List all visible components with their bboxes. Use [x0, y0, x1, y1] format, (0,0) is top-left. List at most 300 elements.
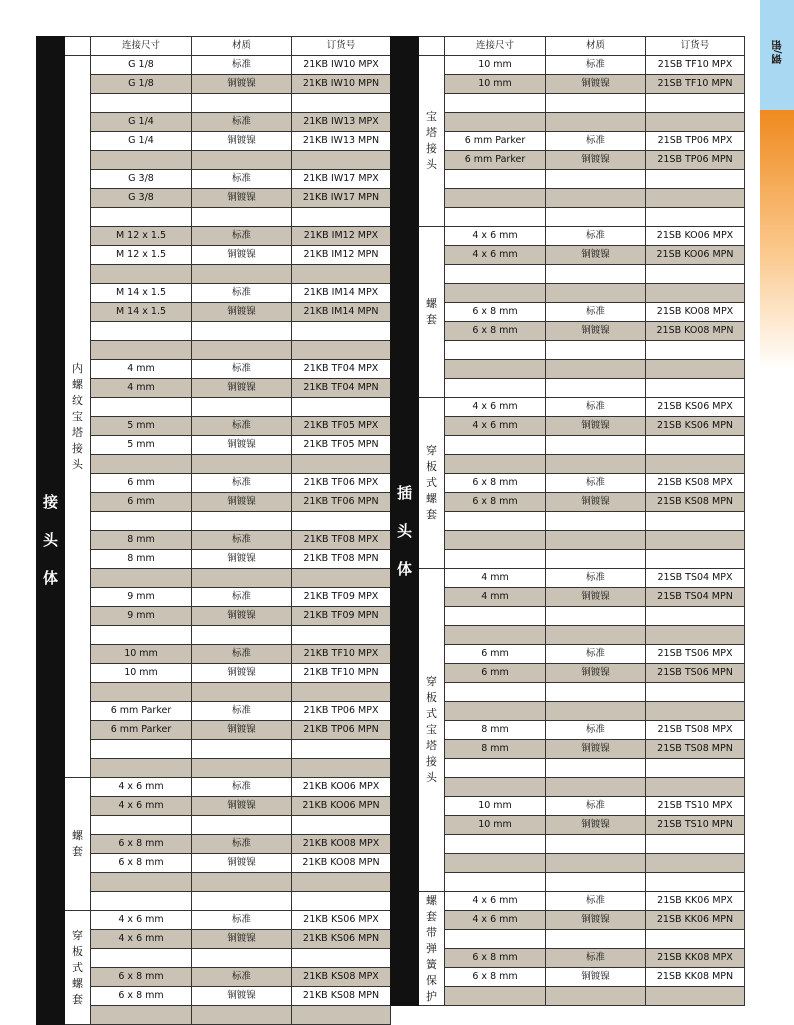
material-cell [192, 455, 292, 474]
size-cell [91, 892, 192, 911]
size-cell: 6 mm [91, 474, 192, 493]
table-row [391, 569, 745, 588]
material-cell: 标准 [192, 227, 292, 246]
table-row [391, 740, 745, 759]
table-row [391, 284, 745, 303]
material-cell [546, 113, 646, 132]
size-cell: 4 mm [91, 379, 192, 398]
material-cell: 铜镀镍 [192, 550, 292, 569]
vertical-char: 塔 [426, 739, 437, 752]
order-number-cell: 21KB IM12 MPN [292, 246, 391, 265]
material-cell [192, 1006, 292, 1025]
material-cell: 标准 [546, 56, 646, 75]
material-cell: 标准 [192, 645, 292, 664]
order-number-cell: 21KB KO08 MPN [292, 854, 391, 873]
order-number-cell [646, 854, 745, 873]
material-cell [546, 189, 646, 208]
material-cell: 标准 [546, 721, 646, 740]
table-row [37, 759, 391, 778]
vertical-char: 宝 [426, 110, 437, 123]
order-number-cell [646, 531, 745, 550]
order-number-cell: 21KB KO06 MPX [292, 778, 391, 797]
order-number-cell: 21SB KO08 MPX [646, 303, 745, 322]
material-cell: 标准 [192, 531, 292, 550]
table-row [37, 797, 391, 816]
size-cell: 10 mm [91, 664, 192, 683]
table-row [391, 626, 745, 645]
material-cell [192, 208, 292, 227]
table-row [391, 892, 745, 911]
size-cell [445, 170, 546, 189]
size-cell: 8 mm [91, 531, 192, 550]
table-row [37, 170, 391, 189]
size-cell: G 1/8 [91, 56, 192, 75]
size-cell [91, 455, 192, 474]
vertical-char: 头 [42, 531, 58, 549]
size-cell: 4 mm [91, 360, 192, 379]
vertical-char: 式 [72, 960, 83, 974]
order-number-cell [646, 607, 745, 626]
order-number-cell: 21KB TF05 MPN [292, 436, 391, 455]
material-cell: 铜镀镍 [192, 189, 292, 208]
order-number-cell: 21KB TF06 MPX [292, 474, 391, 493]
table-row [391, 797, 745, 816]
material-cell [546, 531, 646, 550]
order-number-cell [292, 1006, 391, 1025]
material-cell: 标准 [546, 797, 646, 816]
order-number-cell: 21SB TF10 MPX [646, 56, 745, 75]
table-row [391, 911, 745, 930]
vertical-char: 板 [426, 460, 437, 473]
size-cell: 10 mm [445, 56, 546, 75]
right-table [390, 36, 745, 1006]
size-cell: 6 x 8 mm [91, 835, 192, 854]
vertical-char: 头 [426, 771, 437, 784]
table-row [391, 75, 745, 94]
table-row [37, 379, 391, 398]
order-number-cell [292, 322, 391, 341]
size-cell: 8 mm [91, 550, 192, 569]
order-number-cell [646, 94, 745, 113]
order-number-cell [292, 949, 391, 968]
size-cell: 6 x 8 mm [445, 949, 546, 968]
table-row [391, 94, 745, 113]
material-cell: 标准 [192, 968, 292, 987]
size-cell [91, 740, 192, 759]
table-row [391, 151, 745, 170]
order-number-cell: 21KB KS08 MPX [292, 968, 391, 987]
size-cell [445, 284, 546, 303]
size-cell [445, 759, 546, 778]
material-cell [546, 436, 646, 455]
order-number-cell: 21KB IW13 MPX [292, 113, 391, 132]
material-cell [546, 759, 646, 778]
size-cell: 6 mm [91, 493, 192, 512]
table-row [391, 968, 745, 987]
table-row [391, 987, 745, 1006]
material-cell: 标准 [546, 892, 646, 911]
size-cell: 10 mm [445, 797, 546, 816]
column-header-order: 订货号 [292, 37, 391, 56]
vertical-char: 体 [396, 559, 412, 578]
section-block-label [391, 56, 419, 1006]
column-header-material: 材质 [192, 37, 292, 56]
table-row [37, 968, 391, 987]
vertical-char: 套 [72, 992, 83, 1006]
table-row [37, 493, 391, 512]
table-row [391, 873, 745, 892]
size-cell [91, 949, 192, 968]
order-number-cell [292, 455, 391, 474]
vertical-char: 宝 [426, 723, 437, 736]
size-cell: 6 mm [445, 664, 546, 683]
material-cell: 标准 [546, 645, 646, 664]
material-cell [546, 341, 646, 360]
order-number-cell: 21SB KK08 MPX [646, 949, 745, 968]
size-cell: 9 mm [91, 588, 192, 607]
size-cell [445, 873, 546, 892]
material-cell: 标准 [546, 569, 646, 588]
vertical-char: 头 [426, 158, 437, 171]
material-cell [192, 892, 292, 911]
table-row [391, 816, 745, 835]
material-cell [192, 94, 292, 113]
size-cell: 4 mm [445, 569, 546, 588]
material-cell: 标准 [192, 170, 292, 189]
vertical-char: 套 [426, 909, 437, 923]
material-cell: 标准 [192, 835, 292, 854]
material-cell: 铜镀镍 [546, 322, 646, 341]
table-row [391, 208, 745, 227]
material-cell [546, 94, 646, 113]
order-number-cell: 21KB TF09 MPN [292, 607, 391, 626]
material-cell: 铜镀镍 [192, 987, 292, 1006]
group-label [419, 569, 445, 892]
vertical-char: 头 [396, 521, 412, 540]
vertical-char: 螺 [426, 297, 437, 310]
order-number-cell: 21SB TS10 MPX [646, 797, 745, 816]
size-cell [91, 626, 192, 645]
order-number-cell: 21KB IM14 MPN [292, 303, 391, 322]
vertical-char: 宝 [72, 409, 83, 423]
order-number-cell: 21KB TF05 MPX [292, 417, 391, 436]
material-cell: 标准 [192, 702, 292, 721]
group-label [65, 778, 91, 911]
size-cell [445, 702, 546, 721]
vertical-char: 板 [72, 944, 83, 958]
vertical-char: 弹 [426, 941, 437, 955]
table-row [37, 911, 391, 930]
order-number-cell: 21KB IW17 MPX [292, 170, 391, 189]
vertical-char: 接 [426, 755, 437, 768]
material-cell [546, 930, 646, 949]
material-cell: 铜镀镍 [192, 132, 292, 151]
order-number-cell: 21SB KS06 MPX [646, 398, 745, 417]
material-cell: 标准 [192, 417, 292, 436]
size-cell: 6 mm Parker [445, 151, 546, 170]
order-number-cell: 21KB TF08 MPX [292, 531, 391, 550]
table-row [391, 664, 745, 683]
size-cell [445, 436, 546, 455]
vertical-char: 插 [396, 483, 412, 502]
order-number-cell [292, 816, 391, 835]
material-cell [546, 284, 646, 303]
vertical-char: 内 [72, 361, 83, 375]
material-cell: 铜镀镍 [192, 436, 292, 455]
size-cell: 6 x 8 mm [445, 322, 546, 341]
order-number-cell: 21SB KK08 MPN [646, 968, 745, 987]
order-number-cell: 21KB TP06 MPN [292, 721, 391, 740]
size-cell: 4 x 6 mm [445, 227, 546, 246]
table-row [37, 740, 391, 759]
order-number-cell: 21SB TS10 MPN [646, 816, 745, 835]
order-number-cell [646, 930, 745, 949]
size-cell [445, 341, 546, 360]
size-cell: 9 mm [91, 607, 192, 626]
order-number-cell: 21KB TF04 MPN [292, 379, 391, 398]
order-number-cell [646, 512, 745, 531]
vertical-char: 螺 [72, 377, 83, 391]
group-label [65, 911, 91, 1025]
table-row [37, 816, 391, 835]
size-cell: 4 x 6 mm [445, 892, 546, 911]
table-row [391, 265, 745, 284]
material-cell [546, 987, 646, 1006]
size-cell: 6 x 8 mm [445, 303, 546, 322]
size-cell: 5 mm [91, 436, 192, 455]
order-number-cell: 21KB TF04 MPX [292, 360, 391, 379]
material-cell: 标准 [192, 360, 292, 379]
header-group-cell [419, 37, 445, 56]
size-cell: M 14 x 1.5 [91, 284, 192, 303]
material-cell [546, 379, 646, 398]
order-number-cell [646, 360, 745, 379]
size-cell [445, 854, 546, 873]
left-table [36, 36, 391, 1025]
size-cell: 6 x 8 mm [445, 493, 546, 512]
size-cell [445, 512, 546, 531]
order-number-cell [646, 379, 745, 398]
table-row [37, 151, 391, 170]
table-row [391, 949, 745, 968]
order-number-cell [292, 151, 391, 170]
header-block-cell [37, 37, 65, 56]
order-number-cell [292, 626, 391, 645]
size-cell [91, 265, 192, 284]
material-cell [546, 360, 646, 379]
table-row [391, 189, 745, 208]
size-cell: M 14 x 1.5 [91, 303, 192, 322]
order-number-cell [646, 189, 745, 208]
size-cell: 4 x 6 mm [445, 398, 546, 417]
vertical-char: 式 [426, 476, 437, 489]
order-number-cell: 21SB KO06 MPX [646, 227, 745, 246]
size-cell: 6 mm Parker [91, 721, 192, 740]
order-number-cell: 21SB KS06 MPN [646, 417, 745, 436]
table-row [391, 455, 745, 474]
material-cell: 铜镀镍 [192, 303, 292, 322]
order-number-cell [646, 113, 745, 132]
size-cell: 4 x 6 mm [445, 911, 546, 930]
vertical-char: 板 [426, 691, 437, 704]
group-label [65, 56, 91, 778]
material-cell: 铜镀镍 [192, 721, 292, 740]
order-number-cell [646, 987, 745, 1006]
order-number-cell [646, 170, 745, 189]
vertical-char: 纹 [72, 393, 83, 407]
material-cell: 铜镀镍 [192, 930, 292, 949]
vertical-char: 塔 [426, 126, 437, 139]
header-row [391, 37, 745, 56]
size-cell [445, 455, 546, 474]
material-cell: 标准 [546, 303, 646, 322]
order-number-cell [646, 759, 745, 778]
order-number-cell: 21SB TP06 MPX [646, 132, 745, 151]
size-cell [91, 759, 192, 778]
table-row [391, 854, 745, 873]
size-cell: G 3/8 [91, 189, 192, 208]
table-row [391, 360, 745, 379]
order-number-cell [292, 683, 391, 702]
size-cell [91, 873, 192, 892]
vertical-char: 螺 [426, 492, 437, 505]
vertical-char: 穿 [426, 444, 437, 457]
order-number-cell: 21SB KK06 MPN [646, 911, 745, 930]
table-row [37, 664, 391, 683]
size-cell: 4 x 6 mm [445, 246, 546, 265]
order-number-cell [646, 341, 745, 360]
group-label [419, 398, 445, 569]
table-row [37, 702, 391, 721]
table-row [37, 873, 391, 892]
column-header-material: 材质 [546, 37, 646, 56]
material-cell [546, 512, 646, 531]
material-cell [192, 512, 292, 531]
table-row [391, 930, 745, 949]
table-row [391, 246, 745, 265]
order-number-cell [292, 873, 391, 892]
vertical-char: 螺 [72, 829, 83, 842]
size-cell [445, 265, 546, 284]
table-row [391, 721, 745, 740]
order-number-cell [292, 208, 391, 227]
table-row [37, 75, 391, 94]
material-cell: 标准 [546, 398, 646, 417]
order-number-cell: 21KB IM12 MPX [292, 227, 391, 246]
vertical-char: 塔 [72, 425, 83, 439]
order-number-cell [646, 265, 745, 284]
table-row [391, 493, 745, 512]
order-number-cell: 21KB KS08 MPN [292, 987, 391, 1006]
material-cell: 铜镀镍 [546, 664, 646, 683]
group-label [419, 227, 445, 398]
material-cell [192, 398, 292, 417]
material-cell [192, 873, 292, 892]
size-cell [445, 607, 546, 626]
table-row [391, 550, 745, 569]
vertical-char: 穿 [426, 675, 437, 688]
size-cell [91, 1006, 192, 1025]
order-number-cell: 21SB KS08 MPN [646, 493, 745, 512]
order-number-cell [646, 550, 745, 569]
size-cell [445, 778, 546, 797]
table-row [391, 512, 745, 531]
size-cell: 8 mm [445, 721, 546, 740]
order-number-cell [646, 835, 745, 854]
size-cell: 4 mm [445, 588, 546, 607]
side-tab-orange [760, 110, 794, 370]
table-row [37, 588, 391, 607]
table-row [37, 607, 391, 626]
vertical-char: 保 [426, 973, 437, 987]
table-row [37, 683, 391, 702]
column-header-size: 连接尺寸 [91, 37, 192, 56]
order-number-cell: 21KB KS06 MPN [292, 930, 391, 949]
material-cell [546, 550, 646, 569]
table-row [37, 474, 391, 493]
material-cell [192, 151, 292, 170]
table-row [391, 835, 745, 854]
order-number-cell [646, 702, 745, 721]
size-cell: 8 mm [445, 740, 546, 759]
table-row [37, 189, 391, 208]
vertical-char: 套 [426, 313, 437, 326]
table-row [37, 322, 391, 341]
material-cell [192, 740, 292, 759]
size-cell: M 12 x 1.5 [91, 246, 192, 265]
vertical-char: 螺 [72, 976, 83, 990]
order-number-cell: 21KB KO06 MPN [292, 797, 391, 816]
size-cell [445, 379, 546, 398]
size-cell: 10 mm [91, 645, 192, 664]
material-cell: 铜镀镍 [546, 246, 646, 265]
material-cell [546, 873, 646, 892]
vertical-char: 接 [42, 493, 58, 511]
order-number-cell: 21SB TS04 MPX [646, 569, 745, 588]
order-number-cell: 21SB KO08 MPN [646, 322, 745, 341]
size-cell: 4 x 6 mm [91, 797, 192, 816]
order-number-cell [292, 265, 391, 284]
size-cell [91, 512, 192, 531]
vertical-char: 接 [72, 441, 83, 455]
size-cell: 6 x 8 mm [91, 968, 192, 987]
table-row [37, 227, 391, 246]
order-number-cell [292, 759, 391, 778]
material-cell: 铜镀镍 [546, 588, 646, 607]
material-cell: 标准 [546, 227, 646, 246]
size-cell [445, 189, 546, 208]
table-row [37, 1006, 391, 1025]
size-cell: G 3/8 [91, 170, 192, 189]
group-label [419, 56, 445, 227]
size-cell [445, 987, 546, 1006]
table-row [37, 930, 391, 949]
material-cell: 铜镀镍 [192, 493, 292, 512]
order-number-cell [646, 284, 745, 303]
table-row [37, 854, 391, 873]
order-number-cell [646, 778, 745, 797]
material-cell: 铜镀镍 [192, 75, 292, 94]
material-cell: 铜镀镍 [546, 816, 646, 835]
vertical-char: 护 [426, 989, 437, 1003]
table-row [37, 645, 391, 664]
size-cell [445, 550, 546, 569]
header-row [37, 37, 391, 56]
order-number-cell [646, 873, 745, 892]
size-cell [91, 94, 192, 113]
size-cell: 5 mm [91, 417, 192, 436]
material-cell [192, 569, 292, 588]
